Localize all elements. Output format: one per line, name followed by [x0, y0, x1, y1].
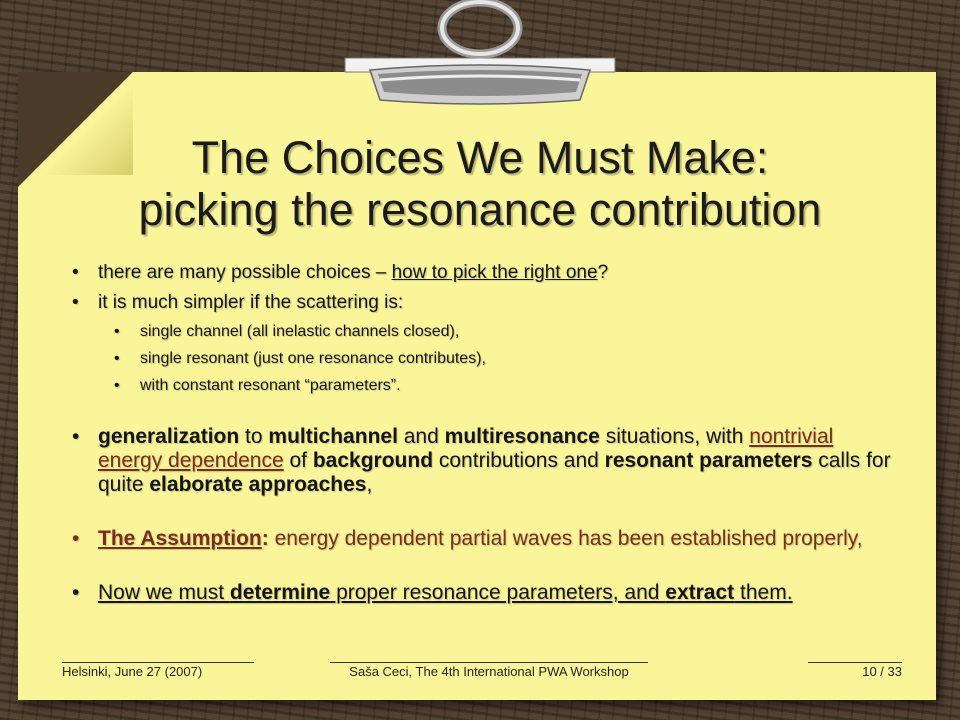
bold-text: : [261, 527, 269, 550]
sub-bullet-constant-params: • with constant resonant “parameters”. [112, 376, 900, 395]
footer-right-rule [808, 662, 902, 663]
title-line-1: The Choices We Must Make: [191, 132, 769, 183]
bullet-generalization [70, 425, 900, 497]
bullet-determine [70, 581, 900, 605]
sub-bullet-single-channel: • single channel (all inelastic channels closed), [112, 322, 900, 341]
text: , [366, 473, 373, 496]
slide-body [70, 262, 900, 613]
text: of [283, 449, 313, 472]
bullet-text: there are many possible choices – [98, 262, 392, 283]
footer-center-rule [330, 662, 648, 663]
underlined-bold-text: The Assumption [98, 527, 262, 550]
bold-text: multichannel [268, 425, 398, 448]
bold-text: determine [229, 581, 331, 604]
bullet-text: ? [597, 262, 609, 283]
bold-text: multiresonance [444, 425, 600, 448]
bullet-choices [70, 262, 900, 284]
bold-text: extract [665, 581, 735, 604]
footer-left-rule [62, 662, 254, 663]
text: proper resonance parameters, and [330, 581, 666, 604]
binder-clip-icon [340, 0, 620, 110]
bold-text: generalization [98, 425, 240, 448]
footer-date: Helsinki, June 27 (2007) [62, 664, 203, 679]
bullet-simpler: • it is much simpler if the scattering is: [70, 292, 900, 314]
text: to [239, 425, 269, 448]
text: Now we must [98, 581, 230, 604]
text: and [397, 425, 445, 448]
bullet-assumption [70, 527, 900, 551]
bold-text: elaborate approaches [149, 473, 367, 496]
sub-bullet-single-resonant: • single resonant (just one resonance contributes), [112, 349, 900, 368]
bold-text: resonant parameters [604, 449, 813, 472]
bullet-underlined: how to pick the right one [391, 262, 598, 283]
underlined-text: nontrivial energy dependence [98, 425, 834, 472]
text: situations, with [599, 425, 750, 448]
slide-title [40, 132, 920, 236]
footer-page-number: 10 / 33 [862, 664, 902, 679]
title-line-2: picking the resonance contribution [138, 184, 822, 235]
bold-text: background [312, 449, 434, 472]
text: energy dependent partial waves has been established properly, [268, 527, 863, 550]
text: calls for quite [98, 449, 891, 496]
footer-author: Saša Ceci, The 4th International PWA Workshop [349, 664, 629, 679]
text: them. [734, 581, 793, 604]
text: contributions and [433, 449, 605, 472]
